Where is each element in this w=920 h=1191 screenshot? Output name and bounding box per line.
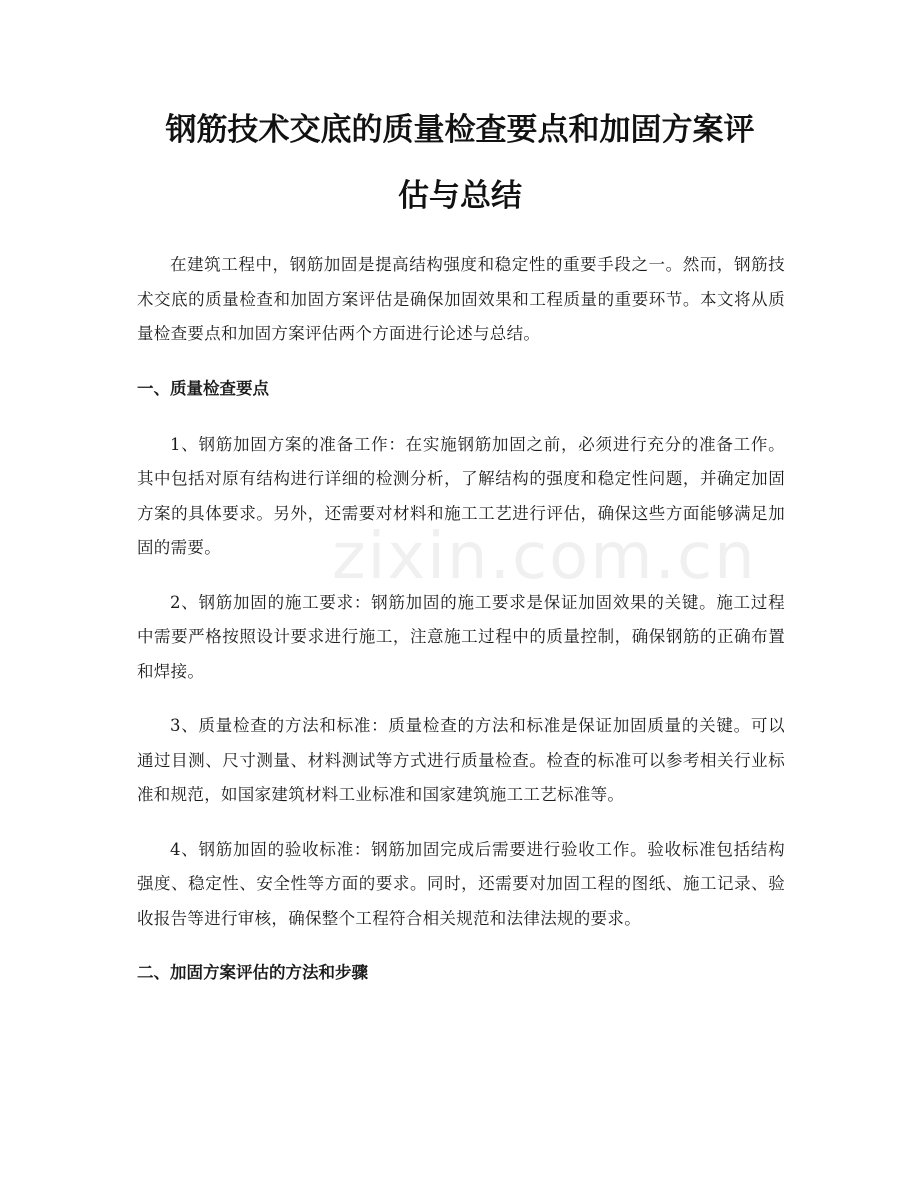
document-body xyxy=(137,248,785,1012)
section-1-heading: 一、质量检查要点 xyxy=(137,378,269,398)
section-1-item-2: 2、钢筋加固的施工要求：钢筋加固的施工要求是保证加固效果的关键。施工过程中需要严格按照设计要求进行施工，注意施工过程中的质量控制，确保钢筋的正确布置和焊接。 xyxy=(137,592,785,681)
document-title-line-1: 钢筋技术交底的质量检查要点和加固方案评 xyxy=(165,112,755,148)
watermark: zixin.com.cn xyxy=(332,520,757,594)
section-1-item-1: 1、钢筋加固方案的准备工作：在实施钢筋加固之前，必须进行充分的准备工作。其中包括对原有结构进行详细的检测分析，了解结构的强度和稳定性问题，并确定加固方案的具体要求。另外，还需要对材料和施工工艺进行评估，确保这些方面能够满足加固的需要。 xyxy=(137,434,785,557)
section-1-item-3: 3、质量检查的方法和标准：质量检查的方法和标准是保证加固质量的关键。可以通过目测、尺寸测量、材料测试等方式进行质量检查。检查的标准可以参考相关行业标准和规范，如国家建筑材料工业标准和国家建筑施工工艺标准等。 xyxy=(137,716,785,804)
document-title-line-2: 估与总结 xyxy=(398,178,522,214)
section-1-item-4: 4、钢筋加固的验收标准：钢筋加固完成后需要进行验收工作。验收标准包括结构强度、稳定性、安全性等方面的要求。同时，还需要对加固工程的图纸、施工记录、验收报告等进行审核，确保整个工程符合相关规范和法律法规的要求。 xyxy=(137,839,785,928)
intro-paragraph: 在建筑工程中，钢筋加固是提高结构强度和稳定性的重要手段之一。然而，钢筋技术交底的质量检查和加固方案评估是确保加固效果和工程质量的重要环节。本文将从质量检查要点和加固方案评估两个方面进行论述与总结。 xyxy=(137,255,785,343)
section-2-heading: 二、加固方案评估的方法和步骤 xyxy=(137,963,368,982)
